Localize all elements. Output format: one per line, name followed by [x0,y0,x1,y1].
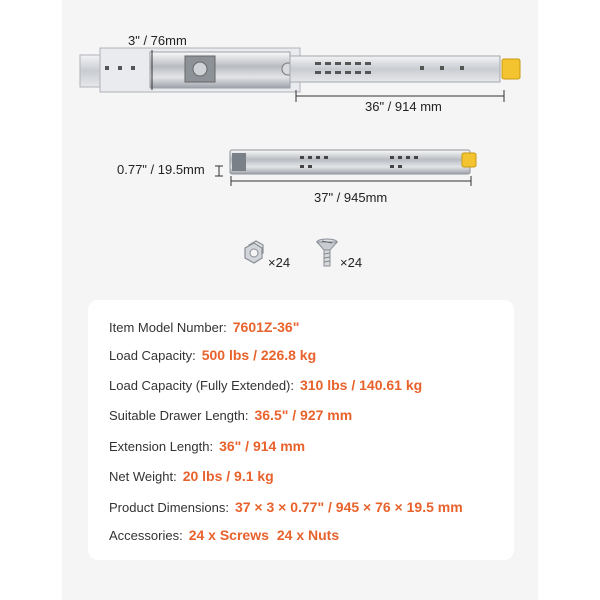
spec-value: 36" / 914 mm [219,438,306,454]
length-dimension-line [231,176,471,186]
spec-label: Item Model Number: [109,320,227,335]
height-label: 0.77" / 19.5mm [117,162,205,177]
spec-label: Load Capacity (Fully Extended): [109,378,294,393]
height-dimension-line [215,166,223,176]
hex-nut-icon [245,241,263,263]
spec-label: Extension Length: [109,439,214,454]
spec-value: 20 lbs / 9.1 kg [182,468,274,484]
spec-label: Net Weight: [109,469,177,484]
spec-row-extension-length [109,438,305,454]
spec-row-model [109,319,299,335]
nut-count-label: ×24 [268,255,291,270]
spec-value: 36.5" / 927 mm [254,407,353,423]
spec-value: 500 lbs / 226.8 kg [201,347,317,363]
spec-card [88,300,514,560]
spec-value: 24 x Screws [188,527,269,543]
spec-row-drawer-length [109,407,352,423]
spec-label: Load Capacity: [109,348,196,363]
screw-count-label: ×24 [340,255,363,270]
width-label: 3" / 76mm [128,33,187,48]
spec-row-load-capacity [109,347,316,363]
spec-value-secondary: 24 x Nuts [276,527,340,543]
spec-row-load-extended [109,377,422,393]
spec-row-accessories [109,527,339,543]
extension-label: 36" / 914 mm [365,99,442,114]
spec-label: Suitable Drawer Length: [109,408,249,423]
extended-slide [80,48,520,92]
spec-row-product-dimensions [109,499,463,515]
closed-slide [230,150,476,174]
length-label: 37" / 945mm [314,190,388,205]
spec-value: 7601Z-36" [232,319,300,335]
spec-value: 310 lbs / 140.61 kg [299,377,423,393]
spec-value: 37 × 3 × 0.77" / 945 × 76 × 19.5 mm [234,499,463,515]
spec-label: Accessories: [109,528,183,543]
spec-label: Product Dimensions: [109,500,229,515]
spec-row-net-weight [109,468,274,484]
countersunk-screw-icon [317,239,337,266]
